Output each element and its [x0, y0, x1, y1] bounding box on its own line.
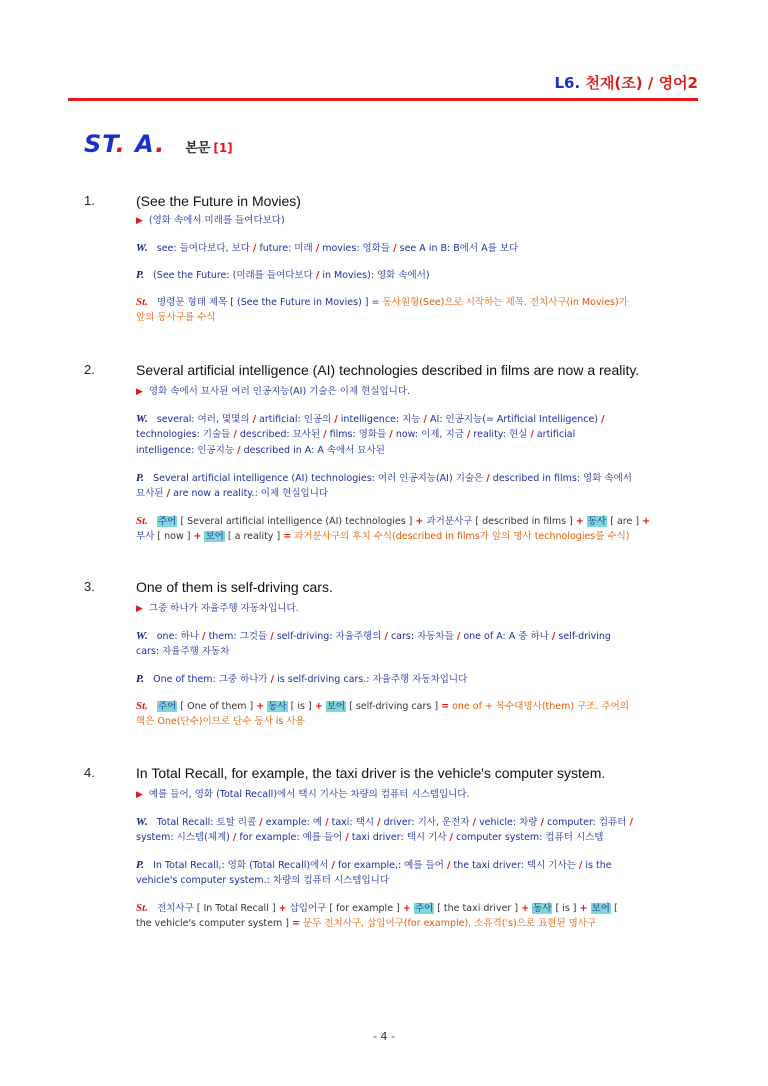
word: AI: 인공지능(= Artificial Intelligence)	[430, 414, 599, 425]
sep: /	[323, 429, 327, 440]
complement-text: [	[613, 903, 618, 914]
sep: /	[259, 817, 263, 828]
arrow-icon: ▶	[136, 216, 143, 226]
phrase-list	[136, 267, 716, 284]
sep: /	[456, 631, 461, 642]
word: example: 예	[265, 817, 323, 828]
plus: +	[193, 531, 202, 542]
structure-note	[136, 900, 716, 917]
complement-text: the vehicle's computer system ]	[136, 918, 289, 929]
phrase: One of them: 그중 하나가	[153, 674, 268, 685]
word: system: 시스템(체계)	[136, 832, 230, 843]
phrase: 묘사된	[136, 488, 164, 499]
sep: /	[345, 832, 349, 843]
structure-explanation: 과거분사구의 후치 수식(described in films가 앞의 명사 technologies를 수식)	[294, 531, 630, 542]
verb-tag: 동사	[587, 516, 607, 527]
sep: /	[530, 429, 534, 440]
section-title: 본문	[185, 141, 211, 156]
phrase: is self-driving cars.: 자율주행 자동차입니다	[277, 674, 468, 685]
structure-label: St.	[136, 515, 148, 527]
sep: /	[252, 243, 257, 254]
complement-tag: 보어	[205, 531, 224, 542]
word: computer: 컴퓨터	[547, 817, 627, 828]
sep: /	[423, 414, 427, 425]
item-number: 3.	[84, 579, 95, 594]
complement-tag: 보어	[326, 701, 346, 712]
adverb-tag: 부사	[136, 531, 155, 542]
structure-label: St.	[136, 902, 148, 914]
structure-label: St.	[136, 296, 148, 308]
structure-note-cont	[136, 310, 716, 326]
word: movies: 영화들	[322, 243, 391, 254]
phrase: is the	[585, 860, 612, 871]
structure-note	[136, 513, 716, 530]
word-list-cont	[136, 830, 716, 846]
publisher: 천재(조)	[585, 74, 643, 92]
insertion-tag: 삽입어구	[289, 903, 327, 914]
complement-text: [ self-driving cars ]	[349, 701, 439, 712]
word: intelligence: 인공지능	[136, 445, 235, 456]
word: artificial: 인공의	[259, 414, 332, 425]
sep: /	[202, 631, 206, 642]
phrase: Several artificial intelligence (AI) technologies: 여러 인공지능(AI) 기술은	[153, 473, 484, 484]
verb-tag: 동사	[268, 701, 287, 712]
phrase: described in films: 영화 속에서	[492, 473, 632, 484]
plus: +	[278, 903, 287, 914]
word-list	[136, 628, 716, 645]
word-label: W.	[136, 630, 148, 642]
phrase-label: P.	[136, 269, 145, 281]
word: cars: 자동차들	[390, 631, 454, 642]
word: one of A: A 중 하나	[463, 631, 549, 642]
sep: /	[331, 860, 335, 871]
word: technologies: 기술들	[136, 429, 231, 440]
word: several: 여러, 몇몇의	[156, 414, 250, 425]
section-number: [1]	[213, 141, 233, 155]
sep: /	[384, 631, 388, 642]
plus: =	[291, 918, 300, 929]
word: them: 그것들	[208, 631, 268, 642]
plus: +	[415, 516, 424, 527]
structure-explanation: 핵은 One(단수)이므로 단수 동사 is 사용	[136, 716, 305, 727]
sep: /	[334, 414, 338, 425]
sep: /	[446, 860, 451, 871]
word: see A in B: B에서 A를 보다	[399, 243, 519, 254]
word: intelligence: 지능	[340, 414, 421, 425]
subject-text: [ the taxi driver ]	[437, 903, 519, 914]
subject-text: [ Several artificial intelligence (AI) technologies ]	[180, 516, 413, 527]
sep: /	[270, 674, 275, 685]
item-number: 1.	[84, 193, 95, 208]
verb-text: [ is ]	[555, 903, 577, 914]
word-label: W.	[136, 242, 148, 254]
structure-note-cont	[136, 529, 716, 545]
subject: 영어2	[658, 74, 698, 92]
word-label: W.	[136, 816, 148, 828]
structure-text: 명령문 형태 제목 [ (See the Future in Movies) ] =	[156, 297, 383, 308]
adverb-text: [ now ]	[157, 531, 191, 542]
section-mark-dot1: .	[115, 130, 126, 158]
arrow-icon: ▶	[136, 604, 143, 614]
word: reality: 현실	[473, 429, 528, 440]
word: cars: 자율주행 자동차	[136, 646, 230, 657]
sep: /	[315, 270, 320, 281]
word: computer system: 컴퓨터 시스템	[456, 832, 604, 843]
structure-note	[136, 294, 716, 311]
word-list-cont	[136, 644, 716, 660]
item-number: 4.	[84, 765, 95, 780]
sep: /	[325, 817, 329, 828]
sep: /	[233, 429, 237, 440]
structure-explanation: one of + 복수대명사(them) 구조. 주어의	[452, 701, 630, 712]
word-list	[136, 411, 716, 428]
sep: /	[270, 631, 274, 642]
complement-tag: 보어	[591, 903, 610, 914]
plus: +	[402, 903, 411, 914]
header-slash: /	[647, 74, 654, 92]
phrase: are now a reality.: 이제 현실입니다	[173, 488, 329, 499]
sep: /	[551, 631, 556, 642]
word-list-cont	[136, 443, 716, 459]
word: see: 들여다보다, 보다	[156, 243, 250, 254]
word: artificial	[536, 429, 576, 440]
page-number: - 4 -	[373, 1030, 395, 1043]
word: self-driving	[558, 631, 611, 642]
translation-text: 영화 속에서 묘사된 여러 인공지능(AI) 기술은 이제 현실입니다.	[148, 386, 411, 397]
phrase: the taxi driver: 택시 기사는	[453, 860, 576, 871]
translation	[136, 601, 716, 617]
subject-tag: 주어	[157, 516, 177, 527]
participle-text: [ described in films ]	[475, 516, 573, 527]
phrase: In Total Recall,: 영화 (Total Recall)에서	[153, 860, 329, 871]
sep: /	[232, 832, 237, 843]
section-mark-dot2: .	[155, 130, 166, 158]
translation	[136, 787, 716, 803]
phrase: for example,: 예를 들어	[337, 860, 444, 871]
english-sentence: (See the Future in Movies)	[136, 193, 301, 209]
plus: +	[256, 701, 265, 712]
verb-text: [ are ]	[610, 516, 640, 527]
word: now: 이제, 지금	[395, 429, 464, 440]
sep: /	[389, 429, 393, 440]
sep: /	[377, 817, 381, 828]
phrase-label: P.	[136, 859, 145, 871]
word: self-driving: 자율주행의	[276, 631, 382, 642]
word: one: 하나	[156, 631, 200, 642]
sep: /	[393, 243, 397, 254]
section-mark-letter: A	[135, 130, 156, 158]
structure-explanation: 앞의 동사구를 수식	[136, 312, 216, 323]
sep: /	[486, 473, 490, 484]
word-label: W.	[136, 413, 148, 425]
sep: /	[601, 414, 605, 425]
word: taxi: 택시	[331, 817, 375, 828]
word: vehicle: 차량	[479, 817, 538, 828]
phrase-label: P.	[136, 472, 145, 484]
phrase: in Movies): 영화 속에서)	[322, 270, 430, 281]
section-mark	[84, 130, 165, 158]
word: for example: 예를 들어	[239, 832, 343, 843]
plus: +	[642, 516, 651, 527]
insertion-text: [ for example ]	[329, 903, 400, 914]
structure-label: St.	[136, 700, 148, 712]
plus: +	[575, 516, 584, 527]
section-heading	[84, 130, 233, 158]
arrow-icon: ▶	[136, 387, 143, 397]
phrase-list-cont	[136, 486, 716, 502]
plus: =	[283, 531, 292, 542]
word-list	[136, 240, 716, 257]
word-list	[136, 814, 716, 831]
plus: +	[521, 903, 530, 914]
preposition-tag: 전치사구	[156, 903, 194, 914]
sep: /	[578, 860, 583, 871]
structure-note-cont	[136, 714, 716, 730]
subject-text: [ One of them ]	[180, 701, 254, 712]
english-sentence: In Total Recall, for example, the taxi driver is the vehicle's computer system.	[136, 765, 606, 781]
participle-tag: 과거분사구	[426, 516, 473, 527]
word: described in A: A 속에서 묘사된	[243, 445, 385, 456]
subject-tag: 주어	[414, 903, 434, 914]
translation	[136, 384, 716, 400]
header-title	[555, 72, 699, 93]
sep: /	[237, 445, 241, 456]
header-divider	[68, 98, 698, 101]
sep: /	[466, 429, 471, 440]
sep: /	[166, 488, 171, 499]
word: driver: 기사, 운전자	[383, 817, 470, 828]
complement-text: [ a reality ]	[227, 531, 281, 542]
translation-text: 예를 들어, 영화 (Total Recall)에서 택시 기사는 차량의 컴퓨터 시스템입니다.	[148, 789, 470, 800]
sep: /	[472, 817, 477, 828]
word: taxi driver: 택시 기사	[351, 832, 447, 843]
structure-note-cont	[136, 916, 716, 932]
word: films: 영화들	[329, 429, 387, 440]
sep: /	[449, 832, 453, 843]
phrase-label: P.	[136, 673, 145, 685]
verb-tag: 동사	[533, 903, 552, 914]
phrase-list	[136, 470, 716, 487]
item-number: 2.	[84, 362, 95, 377]
sep: /	[252, 414, 257, 425]
translation-text: 그중 하나가 자율주행 자동차입니다.	[148, 603, 299, 614]
phrase: (See the Future: (미래를 들여다보다	[153, 270, 313, 281]
sep: /	[629, 817, 633, 828]
plus: +	[579, 903, 588, 914]
structure-explanation: 동사원형(See)으로 시작하는 제목. 전치사구(in Movies)가	[382, 297, 628, 308]
structure-note	[136, 698, 716, 715]
preposition-text: [ In Total Recall ]	[196, 903, 276, 914]
plus: =	[441, 701, 450, 712]
plus: +	[314, 701, 323, 712]
word: future: 미래	[259, 243, 313, 254]
phrase-list	[136, 671, 716, 688]
word-list-cont	[136, 427, 716, 443]
translation-text: (영화 속에서 미래를 들여다보다)	[148, 215, 285, 226]
word: described: 묘사된	[239, 429, 321, 440]
translation	[136, 213, 716, 229]
english-sentence: One of them is self-driving cars.	[136, 579, 333, 595]
phrase-list-cont	[136, 873, 716, 889]
phrase: vehicle's computer system.: 차량의 컴퓨터 시스템입니다	[136, 875, 390, 886]
word: Total Recall: 토탈 리콜	[156, 817, 257, 828]
structure-explanation: 문두 전치사구, 삽입어구(for example), 소유격('s)으로 표현된 명사구	[302, 918, 597, 929]
sep: /	[540, 817, 544, 828]
section-mark-st: ST	[84, 130, 116, 158]
english-sentence: Several artificial intelligence (AI) technologies described in films are now a reality.	[136, 362, 640, 378]
sep: /	[315, 243, 320, 254]
subject-tag: 주어	[157, 701, 177, 712]
lesson-code: L6.	[554, 74, 581, 92]
phrase-list	[136, 857, 716, 874]
verb-text: [ is ]	[290, 701, 312, 712]
arrow-icon: ▶	[136, 790, 143, 800]
